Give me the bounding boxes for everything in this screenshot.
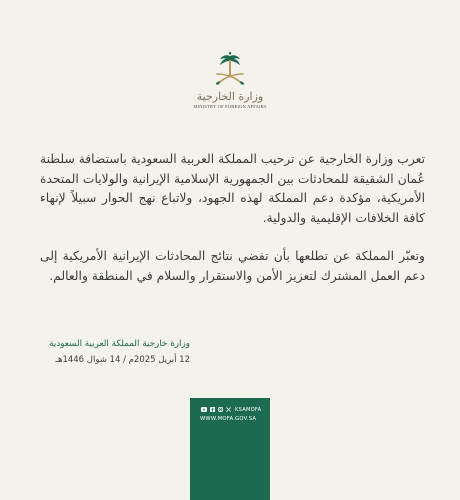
website-link[interactable]: WWW.MOFA.GOV.SA [200, 416, 257, 422]
statement-paragraph: تعرب وزارة الخارجية عن ترحيب المملكة العربية السعودية باستضافة سلطنة عُمان الشقيقة للمحادثات بين الجمهورية الإسلامية الإيرانية والولايات المتحدة الأمريكية، مؤكدة دعم المملكة لهذه الجهود، ولاتباع نهج الحوار سبيلاً لإنهاء كافة الخلافات الإقليمية والدولية. [40, 152, 425, 225]
ministry-logo [195, 52, 265, 120]
issuer-name: وزارة خارجية المملكة العربية السعودية [49, 339, 190, 349]
ministry-name-english: MINISTRY OF FOREIGN AFFAIRS [193, 104, 267, 109]
palm-and-crossed-swords-icon [213, 52, 247, 90]
statement-body [40, 150, 425, 286]
youtube-icon[interactable] [201, 407, 207, 413]
footer-panel [190, 398, 270, 500]
facebook-icon[interactable] [209, 407, 215, 413]
instagram-icon[interactable] [217, 407, 223, 413]
social-handle[interactable]: KSAMOFA [235, 406, 262, 413]
signature-block [49, 338, 190, 367]
statement-paragraph: وتعبّر المملكة عن تطلعها بأن تفضي نتائج المحادثات الإيرانية الأمريكية إلى دعم العمل المشترك لتعزيز الأمن والاستقرار والسلام في المنطقة والعالم. [40, 249, 425, 283]
x-icon[interactable] [225, 407, 231, 413]
social-links [201, 406, 261, 413]
ministry-name-arabic: وزارة الخارجية [196, 90, 264, 103]
issue-date: 12 أبريل 2025م / 14 شوال 1446هـ [55, 355, 190, 365]
